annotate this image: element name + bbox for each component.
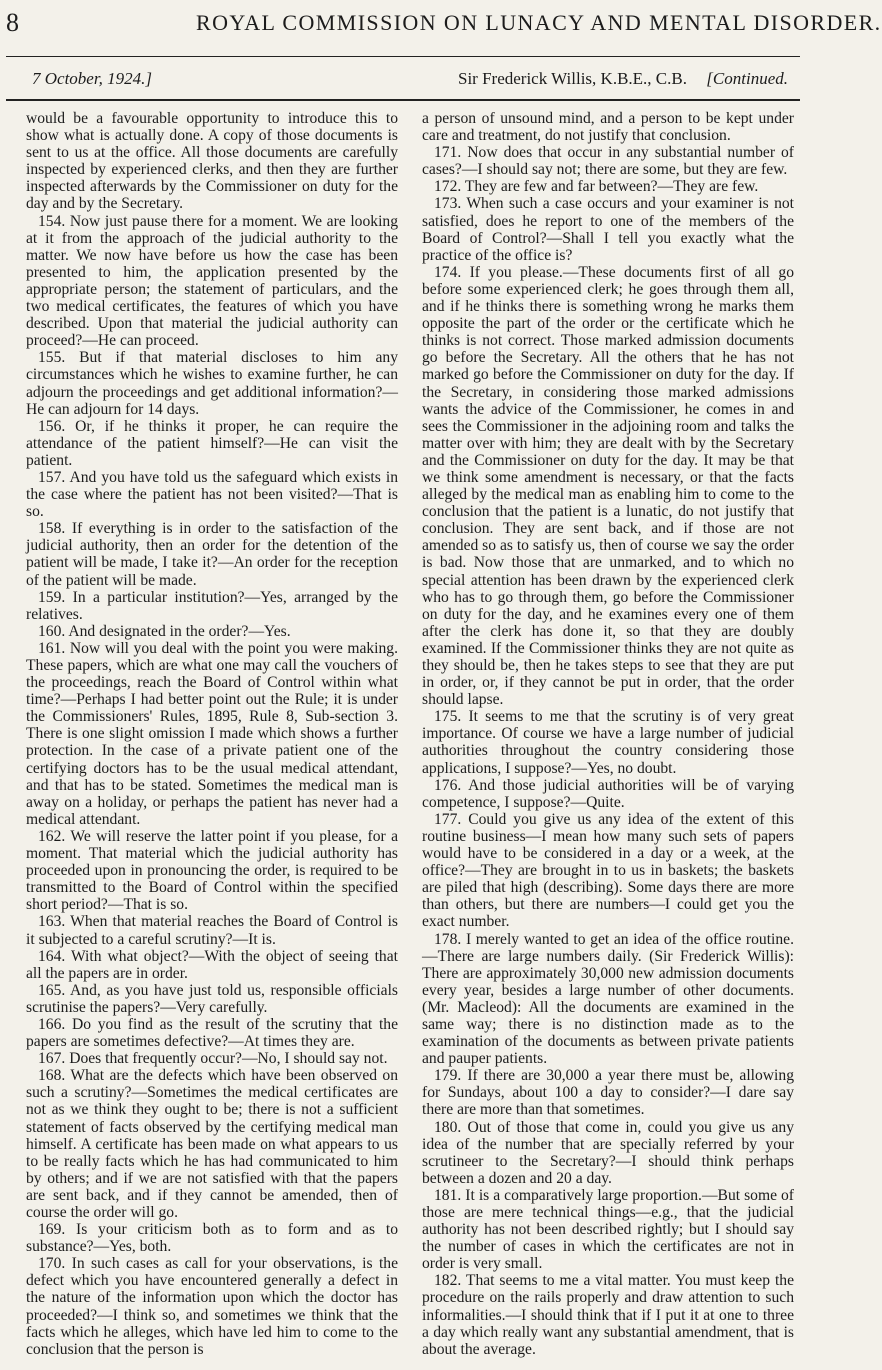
paragraph: 182. That seems to me a vital matter. You must keep the procedure on the rails properly and draw attention to such informalities.—I should think that if I put it at one to three a day which really want any substantial amendment, that is about the average.: [422, 1272, 794, 1358]
paragraph: 164. With what object?—With the object of seeing that all the papers are in order.: [26, 947, 398, 982]
paragraph: 165. And, as you have just told us, responsible officials scrutinise the papers?—Very carefully.: [26, 981, 398, 1016]
paragraph: 158. If everything is in order to the satisfaction of the judicial authority, then an order for the detention of the patient will be made, I take it?—An order for the reception of the patient will be made.: [26, 520, 398, 589]
right-column: [422, 110, 794, 1360]
paragraph: 163. When that material reaches the Board of Control is it subjected to a careful scrutiny?—It is.: [26, 913, 398, 948]
paragraph: 179. If there are 30,000 a year there must be, allowing for Sundays, about 100 a day to consider?—I dare say there are more than that sometimes.: [422, 1067, 794, 1119]
running-head: ROYAL COMMISSION ON LUNACY AND MENTAL DISORDER.: [196, 10, 882, 35]
header-rule: [6, 56, 800, 57]
left-column: [26, 110, 398, 1360]
page-number: 8: [6, 8, 19, 37]
paragraph: would be a favourable opportunity to introduce this to show what is actually done. A copy of those documents is sent to us at the office. All those documents are carefully inspected by experienced clerks, and then they are further inspected afterwards by the Commissioner on duty for the day and by the Secretary.: [26, 110, 398, 213]
paragraph: 166. Do you find as the result of the scrutiny that the papers are sometimes defective?—At times they are.: [26, 1015, 398, 1051]
paragraph: 160. And designated in the order?—Yes.: [38, 622, 291, 640]
text-columns: [26, 110, 794, 1360]
paragraph: 175. It seems to me that the scrutiny is of very great importance. Of course we have a large number of judicial authorities throughout the country considering those applications, I suppose?—Yes, no doubt.: [422, 708, 794, 777]
paragraph: 176. And those judicial authorities will be of varying competence, I suppose?—Quite.: [422, 776, 794, 811]
paragraph: 173. When such a case occurs and your examiner is not satisfied, does he report to one of the members of the Board of Control?—Shall I tell you exactly what the practice of the office is?: [422, 195, 794, 264]
witness-name: Sir Frederick Willis, K.B.E., C.B.: [458, 69, 687, 88]
paragraph: 159. In a particular institution?—Yes, arranged by the relatives.: [26, 588, 398, 623]
continued-label: [Continued.: [706, 69, 788, 88]
paragraph: a person of unsound mind, and a person to be kept under care and treatment, do not justify that conclusion.: [422, 110, 794, 145]
paragraph: 170. In such cases as call for your observations, is the defect which you have encountered generally a defect in the nature of the information upon which the doctor has proceeded?—I think so, and sometimes we think that the facts which he alleges, which have led him to come to the conclusion that the person is: [26, 1255, 398, 1358]
paragraph: 157. And you have told us the safeguard which exists in the case where the patient has not been visited?—That is so.: [26, 468, 398, 521]
paragraph: 177. Could you give us any idea of the extent of this routine business—I mean how many such sets of papers would have to be considered in a day or a week, at the office?—They are brought in to us in baskets; the baskets are piled that high (describing). Some days there are more than others, but there are numbers—I could get you the exact number.: [422, 810, 794, 931]
paragraph: 161. Now will you deal with the point you were making. These papers, which are what one may call the vouchers of the proceedings, reach the Board of Control within what time?—Perhaps I had better point out the Rule; it is under the Commissioners' Rules, 1895, Rule 8, Sub-section 3. There is one slight omission I made which shows a further protection. In the case of a private patient one of the certifying doctors has to be the usual medical attendant, and that has to be stated. Sometimes the medical man is away on a holiday, or perhaps the patient has never had a medical attendant.: [26, 639, 398, 828]
session-date: 7 October, 1924.]: [32, 69, 152, 88]
paragraph: 169. Is your criticism both as to form and as to substance?—Yes, both.: [26, 1221, 398, 1256]
witness-header: [6, 62, 800, 96]
paragraph: 167. Does that frequently occur?—No, I should say not.: [38, 1050, 388, 1068]
paragraph: 181. It is a comparatively large proportion.—But some of those are mere technical things—e.g., that the judicial authority has not been described rightly; but I should say the number of cases in which the certificates are not in order is very small.: [422, 1186, 794, 1273]
paragraph: 156. Or, if he thinks it proper, he can require the attendance of the patient himself?—He can visit the patient.: [26, 417, 398, 469]
paragraph: 168. What are the defects which have been observed on such a scrutiny?—Sometimes the medical certificates are not as we think they ought to be; there is not a sufficient statement of facts observed by the certifying medical man himself. A certificate has been made on what appears to us to be really facts which he has had communicated to him by others; and if we are not satisfied with that the papers are sent back, and if they cannot be amended, then of course the order will go.: [26, 1067, 398, 1221]
paragraph: 174. If you please.—These documents first of all go before some experienced clerk; he goes through them all, and if he thinks there is something wrong he marks them opposite the part of the order or the certificate which he thinks is not correct. Those marked admission documents go before the Secretary. All the others that he has not marked go before the Commissioner on duty for the day. If the Secretary, in considering those marked admissions wants the advice of the Commissioner, he comes in and sees the Commissioner in the adjoining room and talks the matter over with him; they are dealt with by the Secretary and the Commissioner on duty for the day. It may be that we think some amendment is necessary, or that the facts alleged by the medical man as enabling him to come to the conclusion that the patient is a lunatic, do not justify that conclusion. They are sent back, and if those are not amended so as to satisfy us, then of course we say the order is bad. Now those that are unmarked, and to which no special attention has been drawn by the experienced clerk who has to go through them, go before the Commissioner on duty for the day, and he examines every one of them after the clerk has done it, so that they are doubly examined. If the Commissioner thinks they are not quite as they should be, then he takes steps to see that they are put in order, or, if they cannot be put in order, that the order should lapse.: [422, 263, 794, 709]
paragraph: 155. But if that material discloses to him any circumstances which he wishes to examine further, he can adjourn the proceedings and get additional information?—He can adjourn for 14 days.: [26, 349, 398, 418]
paragraph: 172. They are few and far between?—They are few.: [434, 178, 759, 196]
paragraph: 154. Now just pause there for a moment. We are looking at it from the approach of the judicial authority to the matter. We now have before us how the case has been presented to him, the application presented by the appropriate person; the statement of particulars, and the two medical certificates, the features of which you have described. Upon that material the judicial authority can proceed?—He can proceed.: [26, 212, 398, 350]
paragraph: 180. Out of those that come in, could you give us any idea of the number that are specially referred by your scrutineer to the Secretary?—I should think perhaps between a dozen and 20 a day.: [422, 1118, 794, 1187]
paragraph: 162. We will reserve the latter point if you please, for a moment. That material which the judicial authority has proceeded upon in pronouncing the order, is required to be transmitted to the Board of Control within the specified short period?—That is so.: [26, 827, 398, 914]
paragraph: 178. I merely wanted to get an idea of the office routine.—There are large numbers daily. (Sir Frederick Willis): There are approximately 30,000 new admission documents every year, besides a large number of other documents. (Mr. Macleod): All the documents are examined in the same way; there is no distinction made as to the examination of the documents as between private patients and pauper patients.: [422, 930, 794, 1068]
paragraph: 171. Now does that occur in any substantial number of cases?—I should say not; there are some, but they are few.: [422, 144, 794, 179]
header-rule: [6, 99, 800, 101]
